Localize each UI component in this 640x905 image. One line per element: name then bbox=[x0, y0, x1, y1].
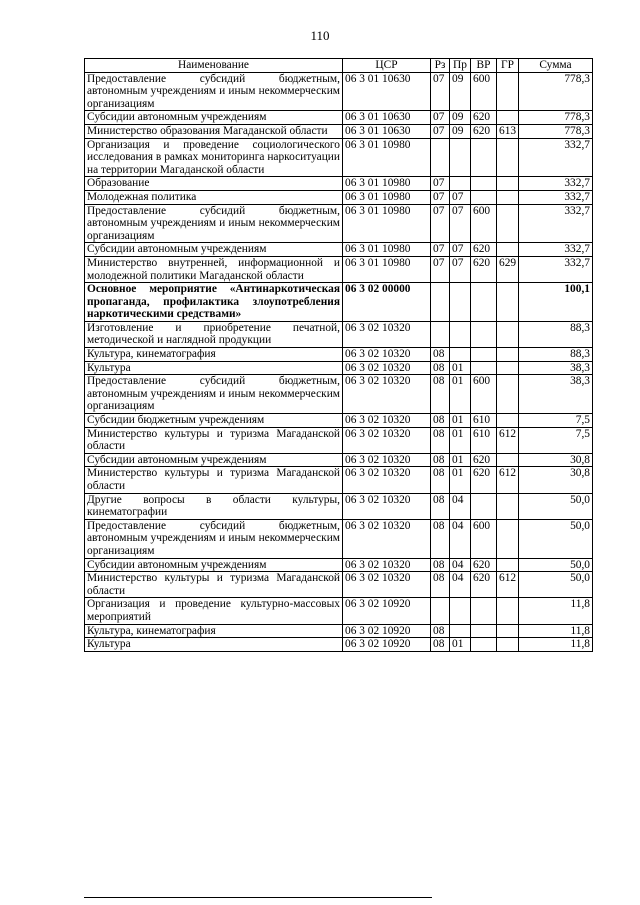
cell-pr: 04 bbox=[450, 519, 471, 558]
cell-rz: 08 bbox=[431, 375, 450, 414]
cell-rz: 08 bbox=[431, 638, 450, 652]
cell-pr: 01 bbox=[450, 427, 471, 453]
cell-gr bbox=[497, 348, 519, 362]
cell-vr bbox=[471, 190, 497, 204]
cell-vr: 600 bbox=[471, 375, 497, 414]
table-row bbox=[85, 124, 593, 138]
cell-rz: 08 bbox=[431, 519, 450, 558]
table-row bbox=[85, 558, 593, 572]
cell-rz bbox=[431, 598, 450, 624]
table-row bbox=[85, 453, 593, 467]
cell-sum: 30,8 bbox=[519, 453, 593, 467]
table-row bbox=[85, 493, 593, 519]
cell-name: Организация и проведение социологического исследования в рамках мониторинга наркоситуации на территории Магаданской области bbox=[85, 138, 343, 177]
cell-sum: 332,7 bbox=[519, 177, 593, 191]
cell-csr: 06 3 02 10320 bbox=[343, 467, 431, 493]
header-csr: ЦСР bbox=[343, 59, 431, 73]
cell-rz: 07 bbox=[431, 204, 450, 243]
cell-name: Организация и проведение культурно-массовых мероприятий bbox=[85, 598, 343, 624]
cell-rz: 08 bbox=[431, 558, 450, 572]
cell-name: Основное мероприятие «Антинаркотическая пропаганда, профилактика злоупотребления наркотическими средствами» bbox=[85, 283, 343, 322]
cell-name: Культура, кинематография bbox=[85, 348, 343, 362]
cell-csr: 06 3 02 10320 bbox=[343, 493, 431, 519]
cell-csr: 06 3 02 10320 bbox=[343, 519, 431, 558]
cell-vr: 620 bbox=[471, 558, 497, 572]
budget-table bbox=[84, 58, 593, 652]
cell-csr: 06 3 01 10630 bbox=[343, 124, 431, 138]
table-row bbox=[85, 138, 593, 177]
table-row bbox=[85, 598, 593, 624]
cell-name: Министерство культуры и туризма Магаданской области bbox=[85, 467, 343, 493]
header-gr: ГР bbox=[497, 59, 519, 73]
cell-gr: 612 bbox=[497, 427, 519, 453]
cell-rz: 08 bbox=[431, 414, 450, 428]
cell-name: Изготовление и приобретение печатной, методической и наглядной продукции bbox=[85, 321, 343, 347]
table-row bbox=[85, 321, 593, 347]
cell-pr: 01 bbox=[450, 361, 471, 375]
cell-vr: 620 bbox=[471, 111, 497, 125]
bottom-rule bbox=[84, 897, 432, 898]
table-row bbox=[85, 243, 593, 257]
cell-name: Субсидии бюджетным учреждениям bbox=[85, 414, 343, 428]
table-row bbox=[85, 256, 593, 282]
table-row bbox=[85, 467, 593, 493]
cell-csr: 06 3 02 10320 bbox=[343, 348, 431, 362]
cell-csr: 06 3 02 10320 bbox=[343, 453, 431, 467]
cell-gr: 612 bbox=[497, 467, 519, 493]
table-row bbox=[85, 190, 593, 204]
cell-vr bbox=[471, 348, 497, 362]
table-row bbox=[85, 72, 593, 111]
cell-gr bbox=[497, 558, 519, 572]
cell-sum: 332,7 bbox=[519, 190, 593, 204]
cell-vr bbox=[471, 138, 497, 177]
cell-sum: 332,7 bbox=[519, 204, 593, 243]
cell-pr: 09 bbox=[450, 124, 471, 138]
cell-rz: 07 bbox=[431, 111, 450, 125]
table-row bbox=[85, 361, 593, 375]
cell-gr bbox=[497, 283, 519, 322]
cell-pr bbox=[450, 598, 471, 624]
header-vr: ВР bbox=[471, 59, 497, 73]
cell-pr: 07 bbox=[450, 204, 471, 243]
cell-csr: 06 3 02 10320 bbox=[343, 427, 431, 453]
cell-csr: 06 3 01 10980 bbox=[343, 138, 431, 177]
cell-rz: 08 bbox=[431, 493, 450, 519]
table-header-row bbox=[85, 59, 593, 73]
cell-vr bbox=[471, 283, 497, 322]
cell-vr: 600 bbox=[471, 519, 497, 558]
table-row bbox=[85, 519, 593, 558]
cell-vr: 600 bbox=[471, 72, 497, 111]
cell-pr: 09 bbox=[450, 111, 471, 125]
cell-gr bbox=[497, 624, 519, 638]
cell-rz: 08 bbox=[431, 453, 450, 467]
cell-vr: 620 bbox=[471, 124, 497, 138]
cell-gr: 612 bbox=[497, 572, 519, 598]
cell-pr: 09 bbox=[450, 72, 471, 111]
cell-gr bbox=[497, 493, 519, 519]
cell-rz: 08 bbox=[431, 467, 450, 493]
cell-gr bbox=[497, 375, 519, 414]
cell-pr: 01 bbox=[450, 375, 471, 414]
cell-sum: 38,3 bbox=[519, 361, 593, 375]
cell-gr bbox=[497, 243, 519, 257]
cell-csr: 06 3 01 10630 bbox=[343, 72, 431, 111]
cell-gr bbox=[497, 519, 519, 558]
cell-vr bbox=[471, 361, 497, 375]
cell-sum: 332,7 bbox=[519, 256, 593, 282]
cell-name: Образование bbox=[85, 177, 343, 191]
cell-sum: 11,8 bbox=[519, 624, 593, 638]
table-row bbox=[85, 375, 593, 414]
cell-vr: 610 bbox=[471, 427, 497, 453]
cell-csr: 06 3 02 00000 bbox=[343, 283, 431, 322]
cell-pr bbox=[450, 321, 471, 347]
cell-csr: 06 3 02 10920 bbox=[343, 638, 431, 652]
table-row bbox=[85, 111, 593, 125]
cell-vr: 620 bbox=[471, 256, 497, 282]
cell-sum: 778,3 bbox=[519, 111, 593, 125]
cell-vr bbox=[471, 598, 497, 624]
cell-rz: 07 bbox=[431, 190, 450, 204]
cell-sum: 50,0 bbox=[519, 558, 593, 572]
cell-name: Предоставление субсидий бюджетным, автономным учреждениям и иным некоммерческим организациям bbox=[85, 375, 343, 414]
cell-sum: 50,0 bbox=[519, 572, 593, 598]
cell-rz: 08 bbox=[431, 624, 450, 638]
cell-csr: 06 3 02 10320 bbox=[343, 558, 431, 572]
cell-name: Культура bbox=[85, 361, 343, 375]
table-row bbox=[85, 624, 593, 638]
header-name: Наименование bbox=[85, 59, 343, 73]
cell-pr: 01 bbox=[450, 467, 471, 493]
cell-gr bbox=[497, 361, 519, 375]
cell-pr: 01 bbox=[450, 453, 471, 467]
cell-rz bbox=[431, 138, 450, 177]
cell-gr bbox=[497, 204, 519, 243]
cell-rz: 08 bbox=[431, 427, 450, 453]
cell-sum: 778,3 bbox=[519, 72, 593, 111]
cell-csr: 06 3 02 10320 bbox=[343, 361, 431, 375]
cell-csr: 06 3 02 10320 bbox=[343, 414, 431, 428]
cell-gr bbox=[497, 177, 519, 191]
cell-pr: 04 bbox=[450, 572, 471, 598]
cell-vr bbox=[471, 321, 497, 347]
header-rz: Рз bbox=[431, 59, 450, 73]
cell-csr: 06 3 02 10920 bbox=[343, 624, 431, 638]
cell-pr: 01 bbox=[450, 638, 471, 652]
header-pr: Пр bbox=[450, 59, 471, 73]
cell-pr: 04 bbox=[450, 493, 471, 519]
table-row bbox=[85, 572, 593, 598]
cell-csr: 06 3 02 10320 bbox=[343, 375, 431, 414]
cell-rz: 07 bbox=[431, 124, 450, 138]
cell-name: Предоставление субсидий бюджетным, автономным учреждениям и иным некоммерческим организациям bbox=[85, 204, 343, 243]
cell-name: Субсидии автономным учреждениям bbox=[85, 453, 343, 467]
table-row bbox=[85, 427, 593, 453]
cell-sum: 38,3 bbox=[519, 375, 593, 414]
cell-csr: 06 3 01 10980 bbox=[343, 204, 431, 243]
cell-rz bbox=[431, 283, 450, 322]
cell-rz: 08 bbox=[431, 572, 450, 598]
cell-pr: 07 bbox=[450, 256, 471, 282]
cell-sum: 100,1 bbox=[519, 283, 593, 322]
cell-sum: 50,0 bbox=[519, 519, 593, 558]
cell-pr: 01 bbox=[450, 414, 471, 428]
cell-vr bbox=[471, 493, 497, 519]
cell-vr: 620 bbox=[471, 572, 497, 598]
cell-name: Министерство образования Магаданской области bbox=[85, 124, 343, 138]
cell-csr: 06 3 01 10980 bbox=[343, 190, 431, 204]
cell-rz: 07 bbox=[431, 243, 450, 257]
cell-sum: 7,5 bbox=[519, 427, 593, 453]
cell-name: Субсидии автономным учреждениям bbox=[85, 243, 343, 257]
cell-csr: 06 3 02 10320 bbox=[343, 321, 431, 347]
cell-gr: 629 bbox=[497, 256, 519, 282]
cell-rz: 08 bbox=[431, 361, 450, 375]
cell-vr: 600 bbox=[471, 204, 497, 243]
cell-csr: 06 3 02 10320 bbox=[343, 572, 431, 598]
header-sum: Сумма bbox=[519, 59, 593, 73]
cell-pr: 07 bbox=[450, 243, 471, 257]
cell-sum: 778,3 bbox=[519, 124, 593, 138]
cell-csr: 06 3 01 10630 bbox=[343, 111, 431, 125]
cell-csr: 06 3 01 10980 bbox=[343, 243, 431, 257]
cell-vr: 610 bbox=[471, 414, 497, 428]
cell-vr: 620 bbox=[471, 453, 497, 467]
cell-name: Министерство внутренней, информационной и молодежной политики Магаданской области bbox=[85, 256, 343, 282]
cell-gr bbox=[497, 321, 519, 347]
cell-csr: 06 3 01 10980 bbox=[343, 177, 431, 191]
cell-sum: 7,5 bbox=[519, 414, 593, 428]
cell-gr bbox=[497, 453, 519, 467]
cell-name: Министерство культуры и туризма Магаданской области bbox=[85, 427, 343, 453]
cell-name: Субсидии автономным учреждениям bbox=[85, 111, 343, 125]
cell-sum: 50,0 bbox=[519, 493, 593, 519]
cell-rz: 07 bbox=[431, 72, 450, 111]
cell-name: Предоставление субсидий бюджетным, автономным учреждениям и иным некоммерческим организациям bbox=[85, 72, 343, 111]
cell-sum: 88,3 bbox=[519, 321, 593, 347]
cell-csr: 06 3 02 10920 bbox=[343, 598, 431, 624]
cell-sum: 11,8 bbox=[519, 638, 593, 652]
cell-rz: 07 bbox=[431, 256, 450, 282]
table-row bbox=[85, 177, 593, 191]
cell-gr bbox=[497, 72, 519, 111]
table-row bbox=[85, 204, 593, 243]
cell-gr bbox=[497, 111, 519, 125]
table-row bbox=[85, 283, 593, 322]
cell-gr bbox=[497, 138, 519, 177]
cell-name: Культура bbox=[85, 638, 343, 652]
table-row bbox=[85, 348, 593, 362]
cell-sum: 332,7 bbox=[519, 138, 593, 177]
cell-sum: 332,7 bbox=[519, 243, 593, 257]
cell-vr bbox=[471, 624, 497, 638]
cell-name: Предоставление субсидий бюджетным, автономным учреждениям и иным некоммерческим организациям bbox=[85, 519, 343, 558]
cell-rz: 08 bbox=[431, 348, 450, 362]
table-row bbox=[85, 638, 593, 652]
cell-pr: 04 bbox=[450, 558, 471, 572]
table-row bbox=[85, 414, 593, 428]
cell-vr bbox=[471, 638, 497, 652]
cell-rz bbox=[431, 321, 450, 347]
cell-pr: 07 bbox=[450, 190, 471, 204]
cell-name: Культура, кинематография bbox=[85, 624, 343, 638]
cell-sum: 88,3 bbox=[519, 348, 593, 362]
cell-name: Молодежная политика bbox=[85, 190, 343, 204]
cell-gr bbox=[497, 638, 519, 652]
cell-gr bbox=[497, 598, 519, 624]
cell-vr: 620 bbox=[471, 467, 497, 493]
cell-rz: 07 bbox=[431, 177, 450, 191]
table-body bbox=[85, 72, 593, 651]
cell-pr bbox=[450, 348, 471, 362]
cell-pr bbox=[450, 138, 471, 177]
cell-csr: 06 3 01 10980 bbox=[343, 256, 431, 282]
page-number: 110 bbox=[310, 28, 330, 43]
cell-gr bbox=[497, 190, 519, 204]
cell-sum: 30,8 bbox=[519, 467, 593, 493]
cell-pr bbox=[450, 624, 471, 638]
cell-name: Министерство культуры и туризма Магаданской области bbox=[85, 572, 343, 598]
cell-pr bbox=[450, 283, 471, 322]
cell-sum: 11,8 bbox=[519, 598, 593, 624]
cell-name: Субсидии автономным учреждениям bbox=[85, 558, 343, 572]
cell-pr bbox=[450, 177, 471, 191]
cell-gr bbox=[497, 414, 519, 428]
cell-name: Другие вопросы в области культуры, кинематографии bbox=[85, 493, 343, 519]
cell-vr bbox=[471, 177, 497, 191]
cell-vr: 620 bbox=[471, 243, 497, 257]
cell-gr: 613 bbox=[497, 124, 519, 138]
